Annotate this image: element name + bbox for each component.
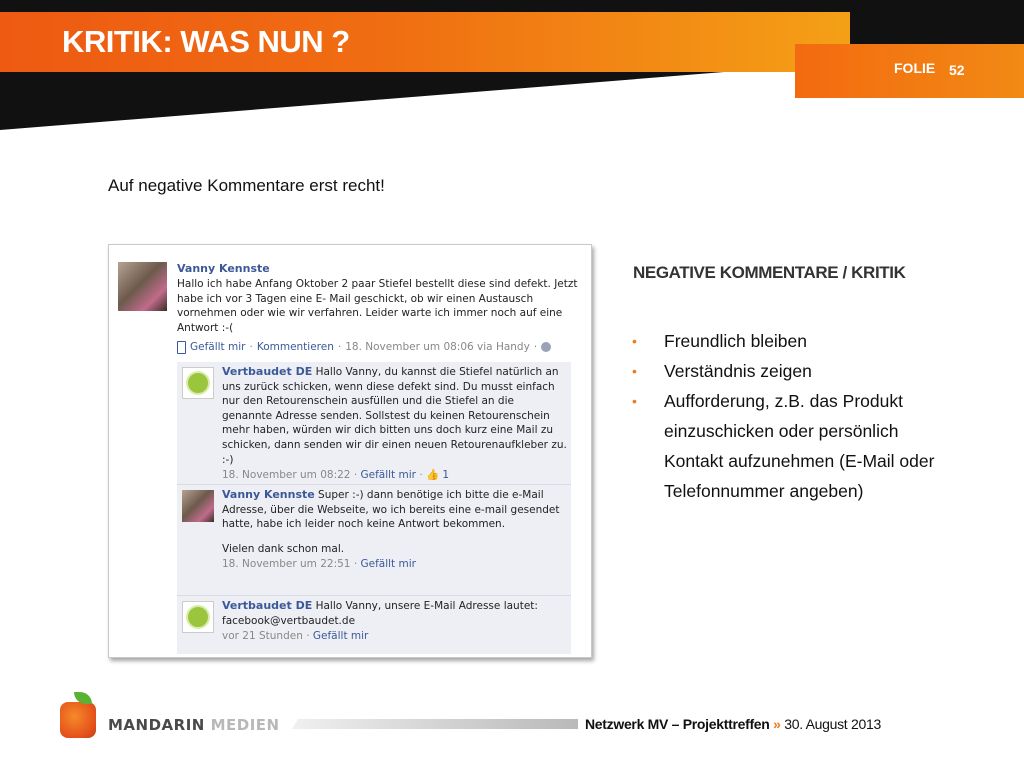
- avatar: [182, 367, 214, 399]
- like-link[interactable]: Gefällt mir: [312, 630, 369, 643]
- thumbs-up-icon[interactable]: 👍: [426, 469, 440, 482]
- vertbaudet-logo-icon: [186, 371, 210, 395]
- intro-text: Auf negative Kommentare erst recht!: [108, 176, 385, 195]
- comment-meta: vor 21 Stunden · Gefällt mir: [222, 630, 369, 643]
- like-link[interactable]: Gefällt mir: [190, 341, 246, 353]
- avatar: [182, 490, 214, 522]
- globe-icon: [541, 342, 551, 352]
- post-meta: Gefällt mir · Kommentieren · 18. November um 08:06 via Handy ·: [177, 340, 551, 354]
- comment-author[interactable]: Vertbaudet DE: [222, 599, 313, 612]
- avatar: [182, 601, 214, 633]
- comment: [177, 595, 571, 655]
- bullet-list: [632, 326, 962, 506]
- folie-label: FOLIE: [894, 60, 936, 76]
- like-count[interactable]: 1: [442, 469, 450, 482]
- logo-fruit-icon: [60, 692, 98, 740]
- comment-text: Hallo Vanny, unsere E-Mail Adresse lautet: facebook@vertbaudet.de: [222, 600, 538, 627]
- comment-text: Hallo Vanny, du kannst die Stiefel natürlich an uns zurück schicken, wenn diese defekt sind. Du musst einfach nur den Retourenschein ausfüllen und die Stiefel an die genannte Adresse senden. Sollstest du keinen Retourenschein mehr haben, würden wir dich bitten uns doch kurz eine Mail zu schicken, dann senden wir dir einen neuen Retourenaufkleber zu. :-): [222, 366, 567, 466]
- slide-number: 52: [949, 62, 965, 78]
- post-author[interactable]: Vanny Kennste: [177, 262, 270, 275]
- like-link[interactable]: Gefällt mir: [360, 558, 416, 571]
- section-heading: NEGATIVE KOMMENTARE / KRITIK: [633, 263, 906, 282]
- footer-caption: Netzwerk MV – Projekttreffen » 30. August 2013: [585, 716, 881, 732]
- comments-list: [177, 362, 571, 654]
- comment-author[interactable]: Vertbaudet DE: [222, 365, 313, 378]
- footer-divider: [292, 719, 578, 729]
- phone-icon: [177, 341, 186, 354]
- like-link[interactable]: Gefällt mir: [360, 469, 416, 482]
- list-item: • Freundlich bleiben: [632, 331, 808, 351]
- vertbaudet-logo-icon: [186, 605, 210, 629]
- list-item: • Aufforderung, z.B. das Produkt einzuschicken oder persönlich Kontakt aufzunehmen (E-Mail oder Telefonnummer angeben): [632, 391, 935, 501]
- comment-meta: 18. November um 08:22 · Gefällt mir · 👍 1: [222, 469, 450, 482]
- facebook-screenshot: [108, 244, 592, 658]
- comment-link[interactable]: Kommentieren: [256, 341, 334, 353]
- post-time: 18. November um 08:06 via Handy: [345, 341, 530, 353]
- comment-text: Super :-) dann benötige ich bitte die e-Mail Adresse, über die Webseite, wo ich bereits eine e-mail gesendet hatte, habe ich leider noch keine Antwort bekommen.: [222, 489, 560, 531]
- company-logo-text: MANDARIN MEDIEN: [108, 716, 280, 734]
- list-item: • Verständnis zeigen: [632, 361, 812, 381]
- comment: [177, 362, 571, 484]
- comment: [177, 484, 571, 596]
- slide-title: KRITIK: WAS NUN ?: [62, 24, 350, 59]
- post-text: Hallo ich habe Anfang Oktober 2 paar Stiefel bestellt diese sind defekt. Jetzt habe ich vor 3 Tagen eine E- Mail geschickt, ob wir einen Austausch vornehmen oder wie wir verfahren. Leider warte ich immer noch auf eine Antwort :-(: [177, 278, 578, 334]
- comment-meta: 18. November um 22:51 · Gefällt mir: [222, 558, 416, 571]
- comment-author[interactable]: Vanny Kennste: [222, 488, 315, 501]
- avatar: [118, 262, 167, 311]
- comment-text-2: Vielen dank schon mal.: [222, 542, 345, 555]
